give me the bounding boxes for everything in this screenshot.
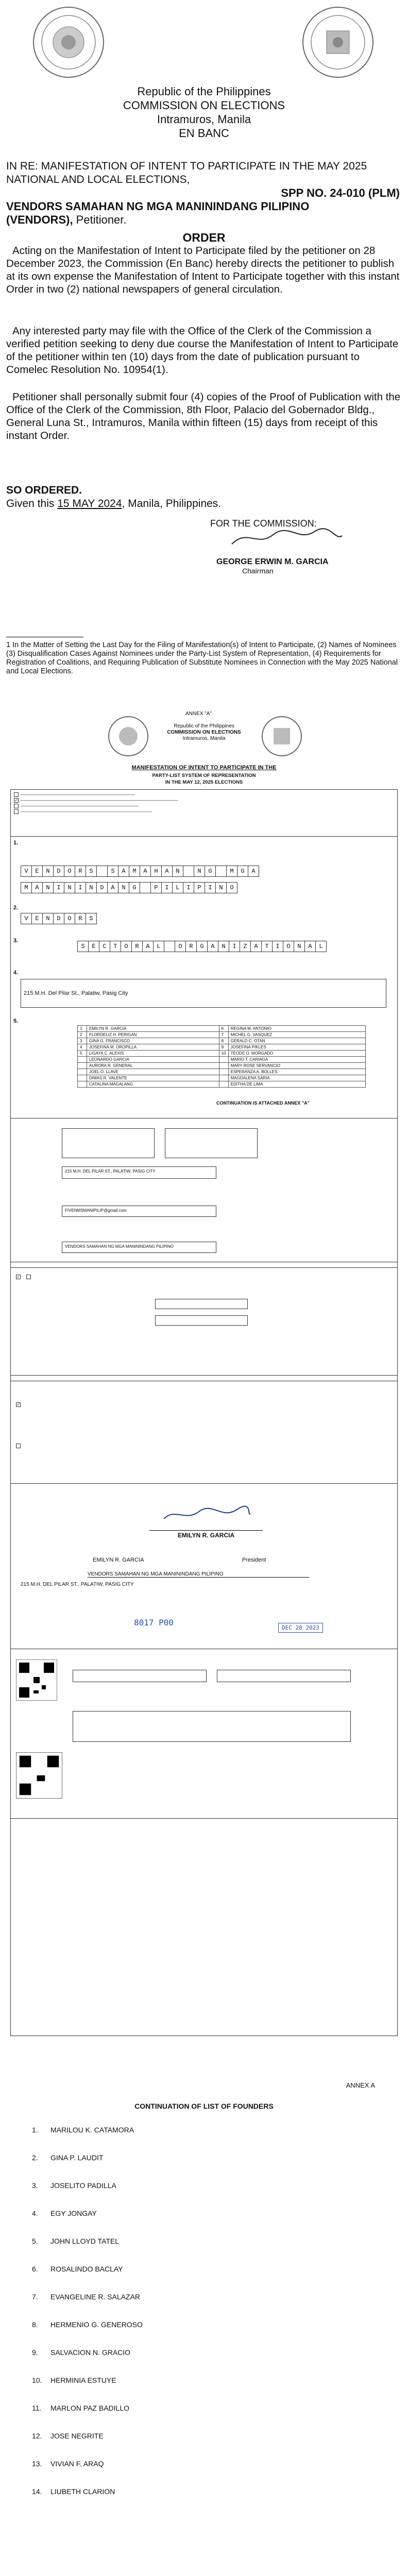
petitioner-line2: (VENDORS),: [6, 213, 73, 226]
grid-cell: D: [53, 866, 64, 877]
founder-name: EVANGELINE R. SALAZAR: [50, 2293, 141, 2301]
founder-number: 4.: [32, 2209, 38, 2217]
grid-cell: O: [226, 882, 237, 893]
form-subtitle: IN THE MAY 12, 2025 ELECTIONS: [165, 779, 243, 785]
given-line: [6, 498, 221, 510]
order-notice: [0, 0, 408, 696]
address-field-2: [62, 1166, 216, 1179]
grid-cell: N: [118, 882, 129, 893]
grid-cell: G: [237, 866, 248, 877]
founder-item: [32, 2126, 134, 2134]
grid-cell: A: [31, 882, 43, 893]
founder-number: 9.: [32, 2348, 38, 2357]
founder-number: 12.: [32, 2432, 42, 2440]
nominee-number: [78, 1075, 87, 1081]
grid-cell: N: [42, 882, 54, 893]
grid-cell: N: [42, 913, 54, 924]
case-number: SPP NO. 24-010 (PLM): [281, 187, 400, 199]
founder-item: [32, 2237, 119, 2245]
petitioner-name: [6, 200, 309, 227]
founder-item: [32, 2487, 115, 2496]
founder-number: 1.: [32, 2126, 38, 2134]
founder-name: HERMENIO G. GENEROSO: [50, 2320, 143, 2329]
founder-name: MARILOU K. CATAMORA: [50, 2126, 134, 2134]
nominee-number: [219, 1057, 228, 1063]
grid-cell: L: [172, 882, 183, 893]
grid-cell: A: [118, 866, 129, 877]
nominee-number: 5: [78, 1050, 87, 1057]
reg-field: [155, 1299, 248, 1309]
annex-a-heading: CONTINUATION OF LIST OF FOUNDERS: [134, 2102, 274, 2110]
instruction-lines: —————————————————————————— ✓ ———————————————————————————————————— ——————————————————————————— ——————————————————————————————: [14, 792, 178, 814]
grid-cell: D: [53, 913, 64, 924]
nominee-name: JOEL O. LLAVE: [87, 1069, 219, 1075]
grid-cell: R: [131, 941, 143, 952]
header-line: Republic of the Philippines: [137, 85, 271, 98]
nominee-name: MAGDALENA SARIA: [228, 1075, 365, 1081]
form-header-line: Intramuros, Manila: [182, 736, 226, 741]
form-annex-tag: ANNEX "A": [185, 711, 212, 717]
grid-cell: A: [304, 941, 316, 952]
contacts-box: [62, 1128, 155, 1158]
nominee-row: [78, 1057, 366, 1063]
grid-cell: M: [21, 882, 32, 893]
founder-name: JOSELITO PADILLA: [50, 2181, 116, 2190]
case-caption: IN RE: MANIFESTATION OF INTENT TO PARTICIPATE IN THE MAY 2025 NATIONAL AND LOCAL ELECTIONS,: [6, 160, 367, 185]
founder-number: 10.: [32, 2376, 42, 2384]
grid-cell: S: [107, 866, 118, 877]
item-label: 4.: [13, 970, 19, 976]
grid-cell: A: [207, 941, 218, 952]
party-name-grid-row1: [21, 866, 259, 877]
nominee-name: REGINA M. ANTONIO: [228, 1026, 365, 1032]
founder-item: [32, 2404, 129, 2412]
president-name: EMILYN R. GARCIA: [149, 1530, 263, 1539]
nominee-name: EMILYN R. GARCIA: [87, 1026, 219, 1032]
nominee-number: 10: [219, 1050, 228, 1057]
annex-a-tag: ANNEX A: [346, 2081, 375, 2089]
continuation-note: CONTINUATION IS ATTACHED ANNEX "A": [216, 1100, 310, 1106]
nominee-name: JOSEFINA M. OROPILLA: [87, 1044, 219, 1050]
chairman-name: GEORGE ERWIN M. GARCIA: [216, 557, 329, 566]
facebook-value: VENDORS SAMAHAN NG MGA MANININDANG PILIPINO: [65, 1244, 174, 1249]
grid-cell: A: [248, 866, 259, 877]
form-section-instructions: [10, 789, 398, 837]
founder-number: 13.: [32, 2460, 42, 2468]
founder-item: [32, 2209, 97, 2217]
grid-cell: N: [172, 866, 183, 877]
form-title: MANIFESTATION OF INTENT TO PARTICIPATE IN THE: [131, 765, 277, 771]
nominee-row: [78, 1044, 366, 1050]
nominee-name: LIGAYA C. ALEXIS: [87, 1050, 219, 1057]
nominee-name: DIMAS R. VALENTE: [87, 1075, 219, 1081]
item-label: 1.: [13, 840, 19, 846]
grid-cell: O: [64, 866, 75, 877]
founder-number: 7.: [32, 2293, 38, 2301]
founder-item: [32, 2320, 143, 2329]
nominee-row: [78, 1063, 366, 1069]
founder-item: [32, 2376, 116, 2384]
received-date-stamp: DEC 28 2023: [278, 1623, 323, 1633]
nominee-number: [78, 1057, 87, 1063]
nominee-number: [219, 1069, 228, 1075]
item-label: 2.: [13, 905, 19, 911]
petitioner-role: Petitioner.: [73, 213, 127, 226]
contacts-box: [165, 1128, 258, 1158]
nominee-number: [219, 1081, 228, 1088]
nominee-number: [78, 1081, 87, 1088]
reg-field: [155, 1315, 248, 1326]
grid-cell: S: [86, 913, 97, 924]
grid-cell: O: [64, 913, 75, 924]
grid-cell: N: [218, 941, 229, 952]
item-label: 3.: [13, 938, 19, 944]
founder-name: SALVACION N. GRACIO: [50, 2348, 131, 2357]
nominee-number: [78, 1063, 87, 1069]
grid-cell: I: [229, 941, 240, 952]
president-signature: [160, 1504, 252, 1525]
grid-cell: P: [194, 882, 205, 893]
grid-cell: I: [205, 882, 216, 893]
founder-item: [32, 2154, 103, 2162]
qr-code-icon: [16, 1752, 62, 1799]
grid-cell: [215, 866, 227, 877]
ack-remarks: [73, 1711, 351, 1742]
nominee-number: 4: [78, 1044, 87, 1050]
founder-name: ROSALINDO BACLAY: [50, 2265, 123, 2273]
nominee-number: 7: [219, 1032, 228, 1038]
nominee-row: [78, 1081, 366, 1088]
grid-cell: T: [261, 941, 273, 952]
chairman-title: Chairman: [242, 567, 274, 575]
nominee-name: TEODE O. MORGADO: [228, 1050, 365, 1057]
form-subtitle: PARTY-LIST SYSTEM OF REPRESENTATION: [152, 773, 256, 778]
signer-role-line: President: [242, 1557, 266, 1563]
grid-cell: P: [150, 882, 162, 893]
item-label: 5.: [13, 1018, 19, 1024]
founder-name: LIUBETH CLARION: [50, 2487, 115, 2496]
grid-cell: Z: [240, 941, 251, 952]
grid-cell: D: [96, 882, 108, 893]
founder-item: [32, 2265, 123, 2273]
order-paragraph-2: Any interested party may file with the Office of the Clerk of the Commission a verified petition seeking to deny due course the Manifestation of Intent to Participate of the petitioner within ten (10) days from the date of publication pursuant to Comelec Resolution No. 10954(1).: [6, 325, 399, 376]
grid-cell: L: [153, 941, 164, 952]
given-suffix: , Manila, Philippines.: [122, 498, 222, 510]
founder-name: JOHN LLOYD TATEL: [50, 2237, 120, 2245]
founder-number: 2.: [32, 2154, 38, 2162]
grid-cell: N: [42, 866, 54, 877]
nominee-name: MICHEL G. VASQUEZ: [228, 1032, 365, 1038]
nominees-table: [77, 1025, 366, 1088]
grid-cell: N: [86, 882, 97, 893]
grid-cell: [183, 866, 194, 877]
nominee-row: [78, 1075, 366, 1081]
facebook-field: [62, 1242, 216, 1253]
grid-cell: G: [129, 882, 140, 893]
nominee-number: 1: [78, 1026, 87, 1032]
grid-cell: G: [205, 866, 216, 877]
grid-cell: M: [129, 866, 140, 877]
issuer-header: [0, 84, 408, 140]
nominee-name: FLORDELIZ H. PERIGAN: [87, 1032, 219, 1038]
nominee-number: [219, 1075, 228, 1081]
nominee-name: ESPERANZA A. BOLLES: [228, 1069, 365, 1075]
nominee-row: [78, 1038, 366, 1044]
reg-checks: ✓: [16, 1274, 33, 1280]
org-line: VENDORS SAMAHAN NG MGA MANININDANG PILIPINO: [88, 1571, 309, 1578]
grid-cell: E: [88, 941, 99, 952]
nominee-row: [78, 1050, 366, 1057]
nominee-name: MARY ROSE SERVANCIO: [228, 1063, 365, 1069]
grid-cell: S: [86, 866, 97, 877]
grid-cell: V: [21, 913, 32, 924]
given-prefix: Given this: [6, 498, 58, 510]
acknowledgment-section: [10, 1649, 398, 1819]
nominee-number: 6: [219, 1026, 228, 1032]
declaration-section: [10, 1381, 398, 1484]
grid-cell: [96, 866, 108, 877]
sector-grid: [77, 941, 326, 952]
comelec-seal-right: [277, 4, 399, 80]
nominee-name: AURORA R. GENERAL: [87, 1063, 219, 1069]
founder-item: [32, 2293, 140, 2301]
chairman-signature: [227, 527, 345, 550]
nominee-name: CATALINA MAGALANG: [87, 1081, 219, 1088]
founder-name: GINA P. LAUDIT: [50, 2154, 104, 2162]
grid-cell: O: [121, 941, 132, 952]
grid-cell: N: [215, 882, 227, 893]
grid-cell: R: [75, 866, 86, 877]
nominee-number: 3: [78, 1038, 87, 1044]
email-field: [62, 1206, 216, 1217]
founder-name: MARLON PAZ BADILLO: [50, 2404, 130, 2412]
founder-number: 5.: [32, 2237, 38, 2245]
decl-checks: ✓: [16, 1402, 20, 1408]
grid-cell: S: [77, 941, 89, 952]
nominee-row: [78, 1032, 366, 1038]
grid-cell: G: [196, 941, 208, 952]
grid-cell: L: [315, 941, 327, 952]
given-date: 15 MAY 2024: [57, 498, 122, 510]
nominee-number: 8: [219, 1038, 228, 1044]
for-commission: FOR THE COMMISSION:: [210, 518, 317, 529]
nominee-number: [78, 1069, 87, 1075]
org-address: 215 M.H. DEL PILAR ST., PALATIW, PASIG CITY: [21, 1582, 134, 1587]
grid-cell: O: [283, 941, 294, 952]
email-value: FIVENMSMANIPILIP@gmail.com: [65, 1208, 127, 1213]
grid-cell: N: [194, 866, 205, 877]
ack-field: [217, 1670, 351, 1682]
nominee-number: 9: [219, 1044, 228, 1050]
founder-number: 8.: [32, 2320, 38, 2329]
order-heading: ORDER: [182, 231, 226, 244]
petitioner-line1: VENDORS SAMAHAN NG MGA MANININDANG PILIPINO: [6, 200, 310, 213]
grid-cell: A: [107, 882, 118, 893]
order-paragraph-1: Acting on the Manifestation of Intent to Participate filed by the petitioner on 28 December 2023, the Commission (En Banc) hereby directs the petitioner to publish at its own expense the Manifestation of Intent to Participate together with this instant Order in two (2) national newspapers of general circulation.: [6, 245, 400, 295]
grid-cell: M: [226, 866, 237, 877]
decl-checks: [16, 1443, 23, 1449]
signer-name-line: EMILYN R. GARCIA: [93, 1557, 144, 1563]
address-field: [21, 979, 386, 1008]
grid-cell: T: [110, 941, 121, 952]
form-header-line: Republic of the Philippines: [174, 723, 234, 729]
qr-code-icon: [16, 1659, 57, 1701]
header-line: COMMISSION ON ELECTIONS: [123, 99, 285, 112]
address-value: 215 M.H. Del Pilar St., Palatiw, Pasig City: [24, 990, 128, 996]
grid-cell: E: [31, 866, 43, 877]
founder-number: 6.: [32, 2265, 38, 2273]
grid-cell: I: [53, 882, 64, 893]
grid-cell: R: [185, 941, 197, 952]
founder-number: 14.: [32, 2487, 42, 2496]
grid-cell: R: [75, 913, 86, 924]
form-header: [0, 723, 408, 742]
grid-cell: N: [64, 882, 75, 893]
founder-number: 3.: [32, 2181, 38, 2190]
nominee-name: LEONARDO GARCIA: [87, 1057, 219, 1063]
founder-name: HERMINIA ESTUYE: [50, 2376, 116, 2384]
grid-cell: A: [140, 866, 151, 877]
registration-section: [10, 1267, 398, 1376]
grid-cell: O: [175, 941, 186, 952]
form-header-line: COMMISSION ON ELECTIONS: [167, 730, 241, 735]
grid-cell: H: [150, 866, 162, 877]
acronym-grid: [21, 913, 96, 924]
nominee-name: EDITHA DE LIMA: [228, 1081, 365, 1088]
order-paragraph-3: Petitioner shall personally submit four (4) copies of the Proof of Publication with the Office of the Clerk of the Commission, 8th Floor, Palacio del Gobernador Bldg., General Luna St., Intramuros, Manila within fifteen (15) days from receipt of this instant Order.: [6, 391, 401, 442]
grid-cell: I: [75, 882, 86, 893]
grid-cell: A: [161, 866, 173, 877]
nominee-name: JOSEFINA PIKLES: [228, 1044, 365, 1050]
founder-name: VIVIAN F. ARAQ: [50, 2460, 104, 2468]
header-line: Intramuros, Manila: [157, 113, 251, 126]
founder-item: [32, 2181, 116, 2190]
nominee-row: [78, 1069, 366, 1075]
party-name-grid-row2: [21, 882, 237, 893]
grid-cell: I: [272, 941, 283, 952]
nominee-name: GERALD C. OTAN: [228, 1038, 365, 1044]
grid-cell: N: [294, 941, 305, 952]
header-line: EN BANC: [179, 127, 229, 140]
founder-item: [32, 2432, 104, 2440]
nominee-number: 2: [78, 1032, 87, 1038]
grid-cell: A: [250, 941, 262, 952]
nominee-row: [78, 1026, 366, 1032]
footnote: 1 In the Matter of Setting the Last Day for the Filing of Manifestation(s) of Intent to Participate, (2) Names of Nominees (3) Disqualification Cases Against Nominees under the Party-List System of Representation, (4) Requirements for Registration of Coalitions, and Requiring Publication of Substitute Nominees in Connection with the May 2025 National and Local Elections.: [6, 641, 398, 675]
address2-value: 215 M.H. DEL PILAR ST., PALATIW, PASIG CITY: [65, 1169, 156, 1174]
grid-cell: [140, 882, 151, 893]
ack-field: [73, 1670, 207, 1682]
grid-cell: I: [161, 882, 173, 893]
founder-item: [32, 2460, 104, 2468]
founder-number: 11.: [32, 2404, 42, 2412]
grid-cell: A: [142, 941, 154, 952]
grid-cell: E: [31, 913, 43, 924]
nominee-name: GINA G. FRANCISCO: [87, 1038, 219, 1044]
manifestation-form: [0, 711, 408, 2056]
grid-cell: [164, 941, 175, 952]
comelec-seal-left: [9, 4, 128, 80]
grid-cell: C: [99, 941, 110, 952]
so-ordered: SO ORDERED.: [6, 484, 82, 496]
founder-item: [32, 2348, 130, 2357]
grid-cell: I: [183, 882, 194, 893]
nominee-number: [219, 1063, 228, 1069]
grid-cell: V: [21, 866, 32, 877]
founder-name: JOSE NEGRITE: [50, 2432, 104, 2440]
or-number-stamp: 8017 P00: [134, 1618, 174, 1628]
nominee-name: MARIO T. CARIAGA: [228, 1057, 365, 1063]
founder-name: EGY JONGAY: [50, 2209, 97, 2217]
